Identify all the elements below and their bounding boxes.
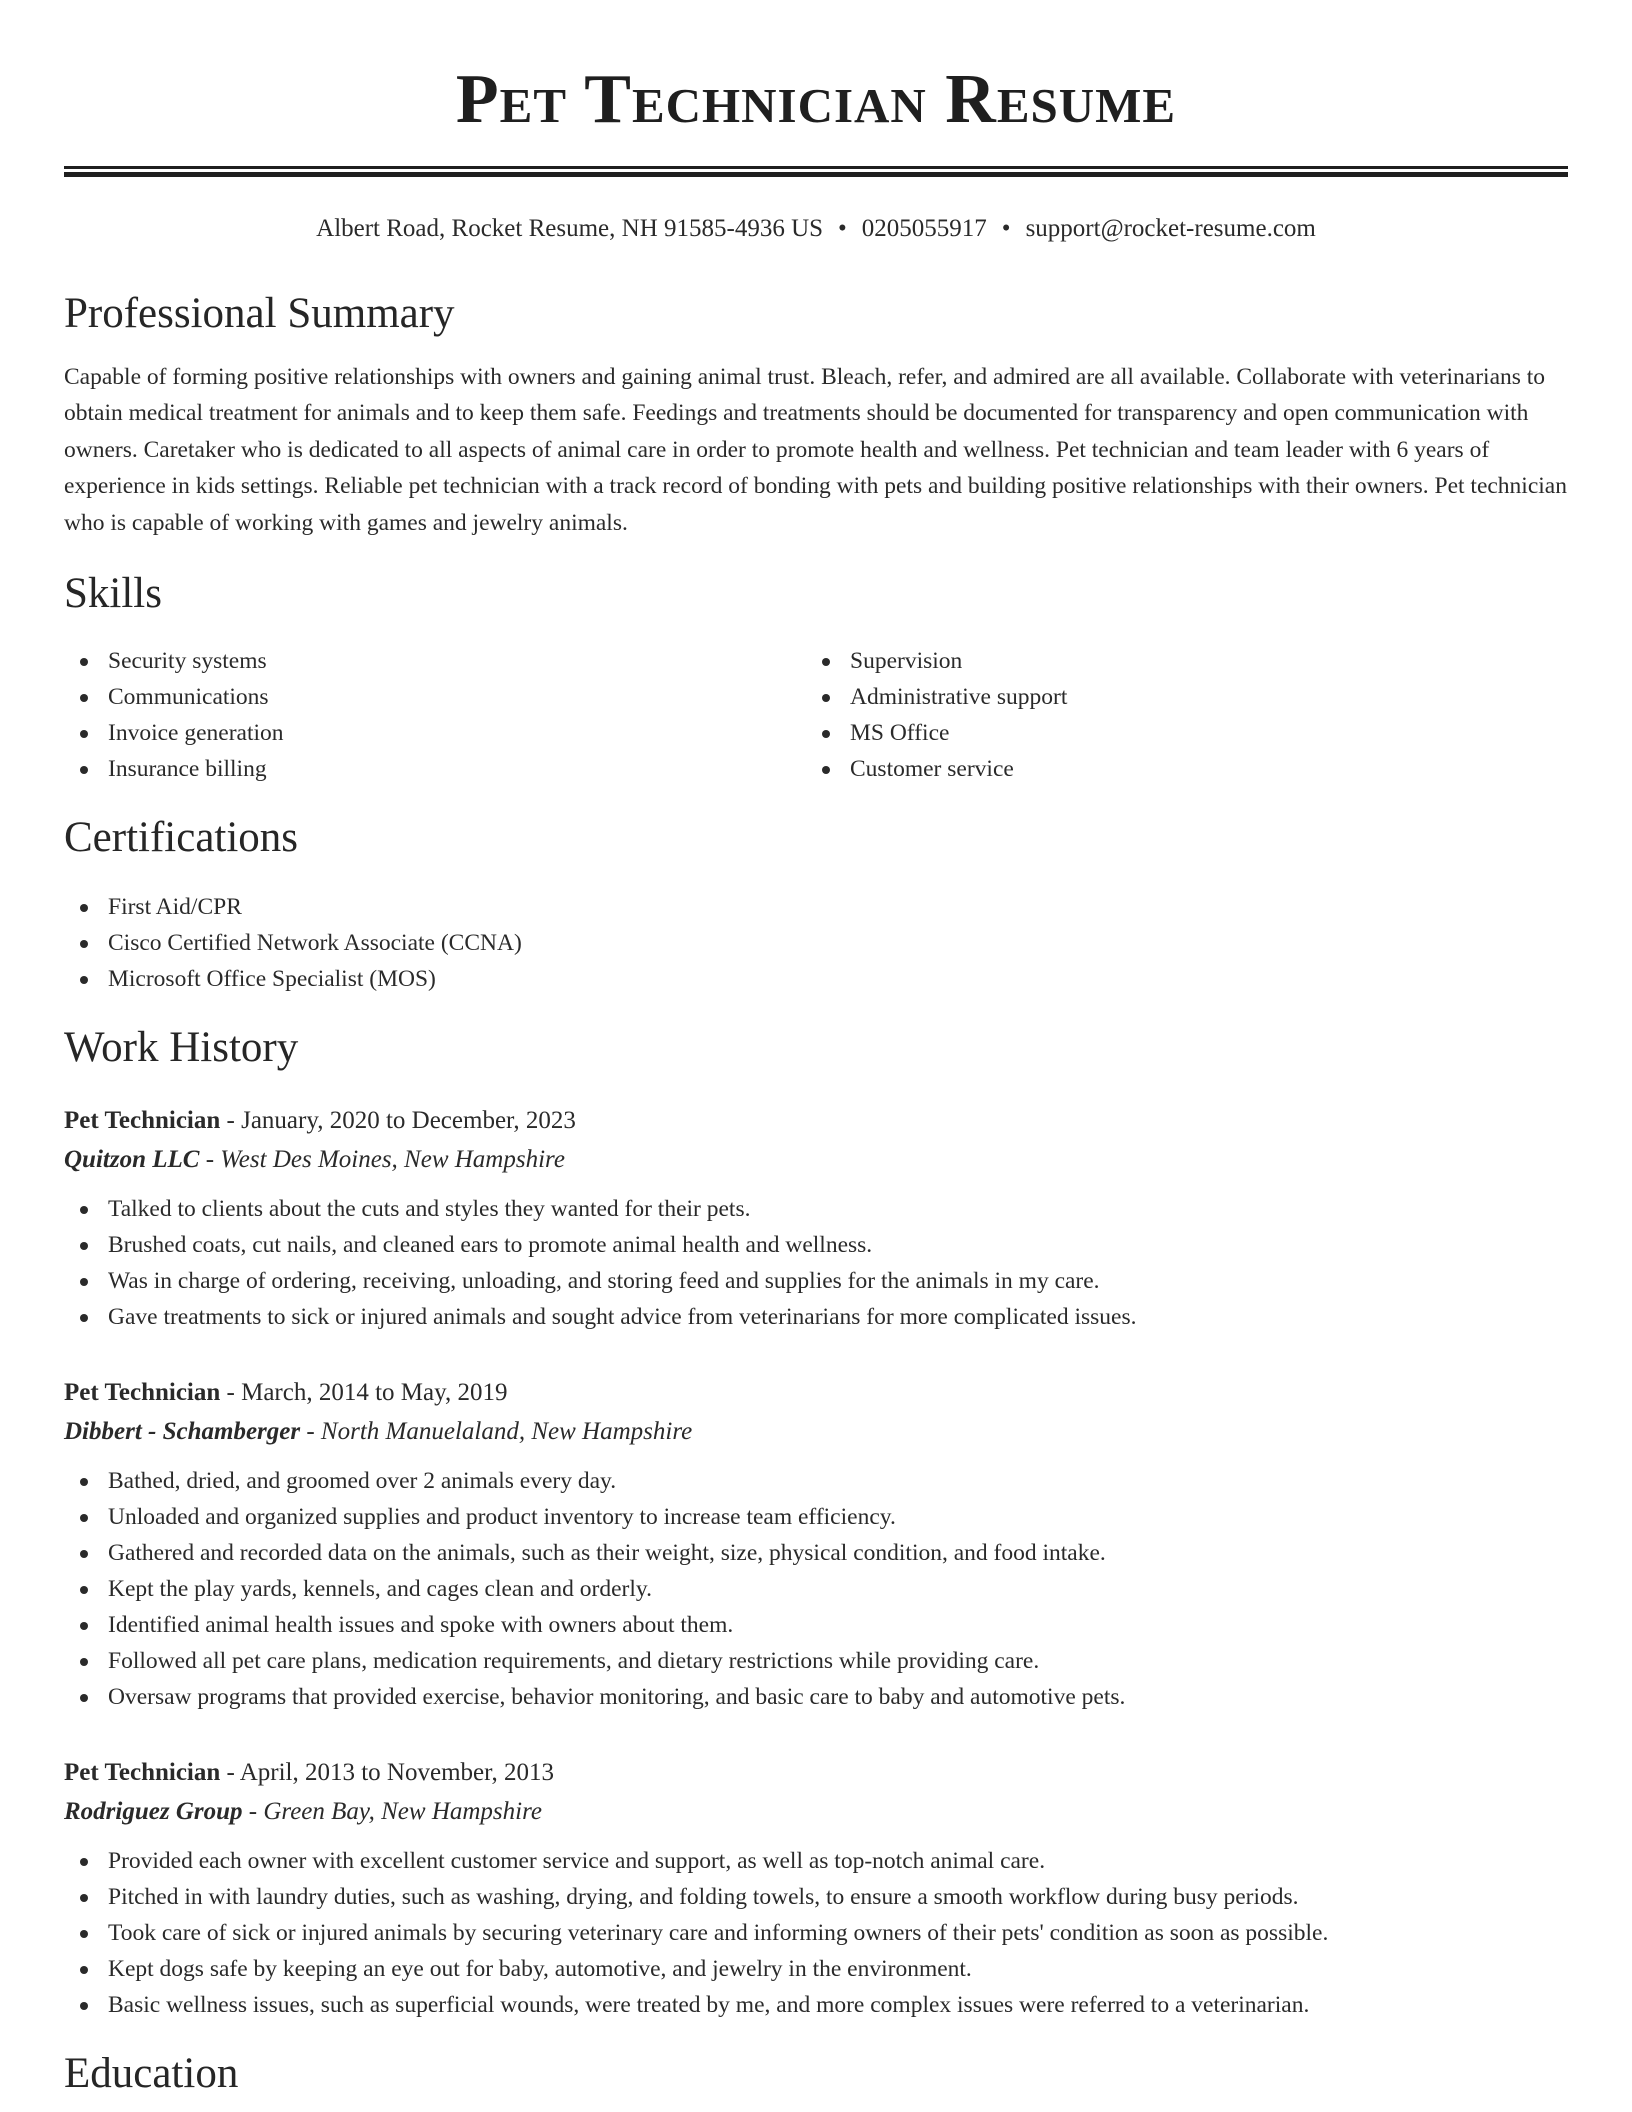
job-bullet: Kept dogs safe by keeping an eye out for baby, automotive, and jewelry in the environment. [64,1951,1568,1987]
job-bullets [64,1191,1568,1335]
job-bullet: Basic wellness issues, such as superficial wounds, were treated by me, and more complex issues were referred to a veterinarian. [64,1987,1568,2023]
job-bullet: Was in charge of ordering, receiving, unloading, and storing feed and supplies for the animals in my care. [64,1263,1568,1299]
job-role: Pet Technician [64,1759,221,1787]
job-bullet: Gave treatments to sick or injured animals and sought advice from veterinarians for more complicated issues. [64,1299,1568,1335]
job-entry [64,1373,1568,1715]
job-dates: - March, 2014 to May, 2019 [220,1379,508,1407]
skills-column-right [806,643,1548,787]
summary-heading: Professional Summary [64,290,455,337]
skill-item: MS Office [806,715,1548,751]
job-bullet: Brushed coats, cut nails, and cleaned ears to promote animal health and wellness. [64,1227,1568,1263]
job-company-line [64,1141,1568,1179]
work-history-heading: Work History [64,1024,299,1072]
job-company-line [64,1413,1568,1451]
job-location: - North Manuelaland, New Hampshire [300,1418,693,1446]
job-title-line [64,1753,1568,1793]
job-bullet: Oversaw programs that provided exercise, behavior monitoring, and basic care to baby and automotive pets. [64,1679,1568,1715]
certification-item: First Aid/CPR [64,889,1568,925]
certification-item: Cisco Certified Network Associate (CCNA) [64,925,1568,961]
skill-item: Customer service [806,751,1548,787]
job-bullet: Unloaded and organized supplies and product inventory to increase team efficiency. [64,1499,1568,1535]
contact-address: Albert Road, Rocket Resume, NH 91585-4936 US [316,215,824,242]
job-company: Quitzon LLC [64,1146,200,1174]
job-location: - Green Bay, New Hampshire [242,1798,543,1826]
resume-title: Pet Technician Resume [455,61,1177,138]
skill-item: Administrative support [806,679,1548,715]
summary-text: Capable of forming positive relationships with owners and gaining animal trust. Bleach, refer, and admired are all available. Collaborate with veterinarians to obtain medical treatment for animals and to keep them safe. Feedings and treatments should be documented for transparency and open communication with owners. Caretaker who is dedicated to all aspects of animal care in order to promote health and wellness. Pet technician and team leader with 6 years of experience in kids settings. Reliable pet technician with a track record of bonding with pets and building positive relationships with their owners. Pet technician who is capable of working with games and jewelry animals. [64,364,1567,536]
title-divider [64,166,1568,177]
job-dates: - January, 2020 to December, 2023 [220,1107,576,1135]
skills-grid [64,643,1568,787]
contact-phone: 0205055917 [861,215,987,242]
certification-item: Microsoft Office Specialist (MOS) [64,961,1568,997]
job-location: - West Des Moines, New Hampshire [199,1146,565,1174]
job-bullet: Kept the play yards, kennels, and cages clean and orderly. [64,1571,1568,1607]
job-company: Dibbert - Schamberger [64,1418,301,1446]
certifications-list [64,889,1568,997]
job-company-line [64,1793,1568,1831]
job-role: Pet Technician [64,1379,221,1407]
job-bullet: Provided each owner with excellent customer service and support, as well as top-notch animal care. [64,1843,1568,1879]
skill-item: Communications [64,679,806,715]
job-title-line [64,1101,1568,1141]
job-title-line [64,1373,1568,1413]
job-entry [64,1101,1568,1335]
skills-heading: Skills [64,570,162,618]
job-bullet: Took care of sick or injured animals by securing veterinary care and informing owners of their pets' condition as soon as possible. [64,1915,1568,1951]
job-dates: - April, 2013 to November, 2013 [220,1759,554,1787]
job-bullet: Followed all pet care plans, medication requirements, and dietary restrictions while providing care. [64,1643,1568,1679]
job-role: Pet Technician [64,1107,221,1135]
job-bullet: Pitched in with laundry duties, such as washing, drying, and folding towels, to ensure a smooth workflow during busy periods. [64,1879,1568,1915]
job-bullet: Identified animal health issues and spoke with owners about them. [64,1607,1568,1643]
contact-separator: • [838,215,847,242]
contact-line [64,213,1568,245]
skills-column-left [64,643,806,787]
job-bullet: Talked to clients about the cuts and styles they wanted for their pets. [64,1191,1568,1227]
skill-item: Security systems [64,643,806,679]
job-entry [64,1753,1568,2023]
education-heading: Education [64,2050,239,2098]
job-company: Rodriguez Group [64,1798,243,1826]
certifications-heading: Certifications [64,814,299,862]
job-bullets [64,1843,1568,2023]
skill-item: Supervision [806,643,1548,679]
job-bullet: Gathered and recorded data on the animals, such as their weight, size, physical condition, and food intake. [64,1535,1568,1571]
skill-item: Invoice generation [64,715,806,751]
skill-item: Insurance billing [64,751,806,787]
contact-email: support@rocket-resume.com [1025,215,1316,242]
job-bullets [64,1463,1568,1715]
job-bullet: Bathed, dried, and groomed over 2 animals every day. [64,1463,1568,1499]
contact-separator: • [1001,215,1011,242]
